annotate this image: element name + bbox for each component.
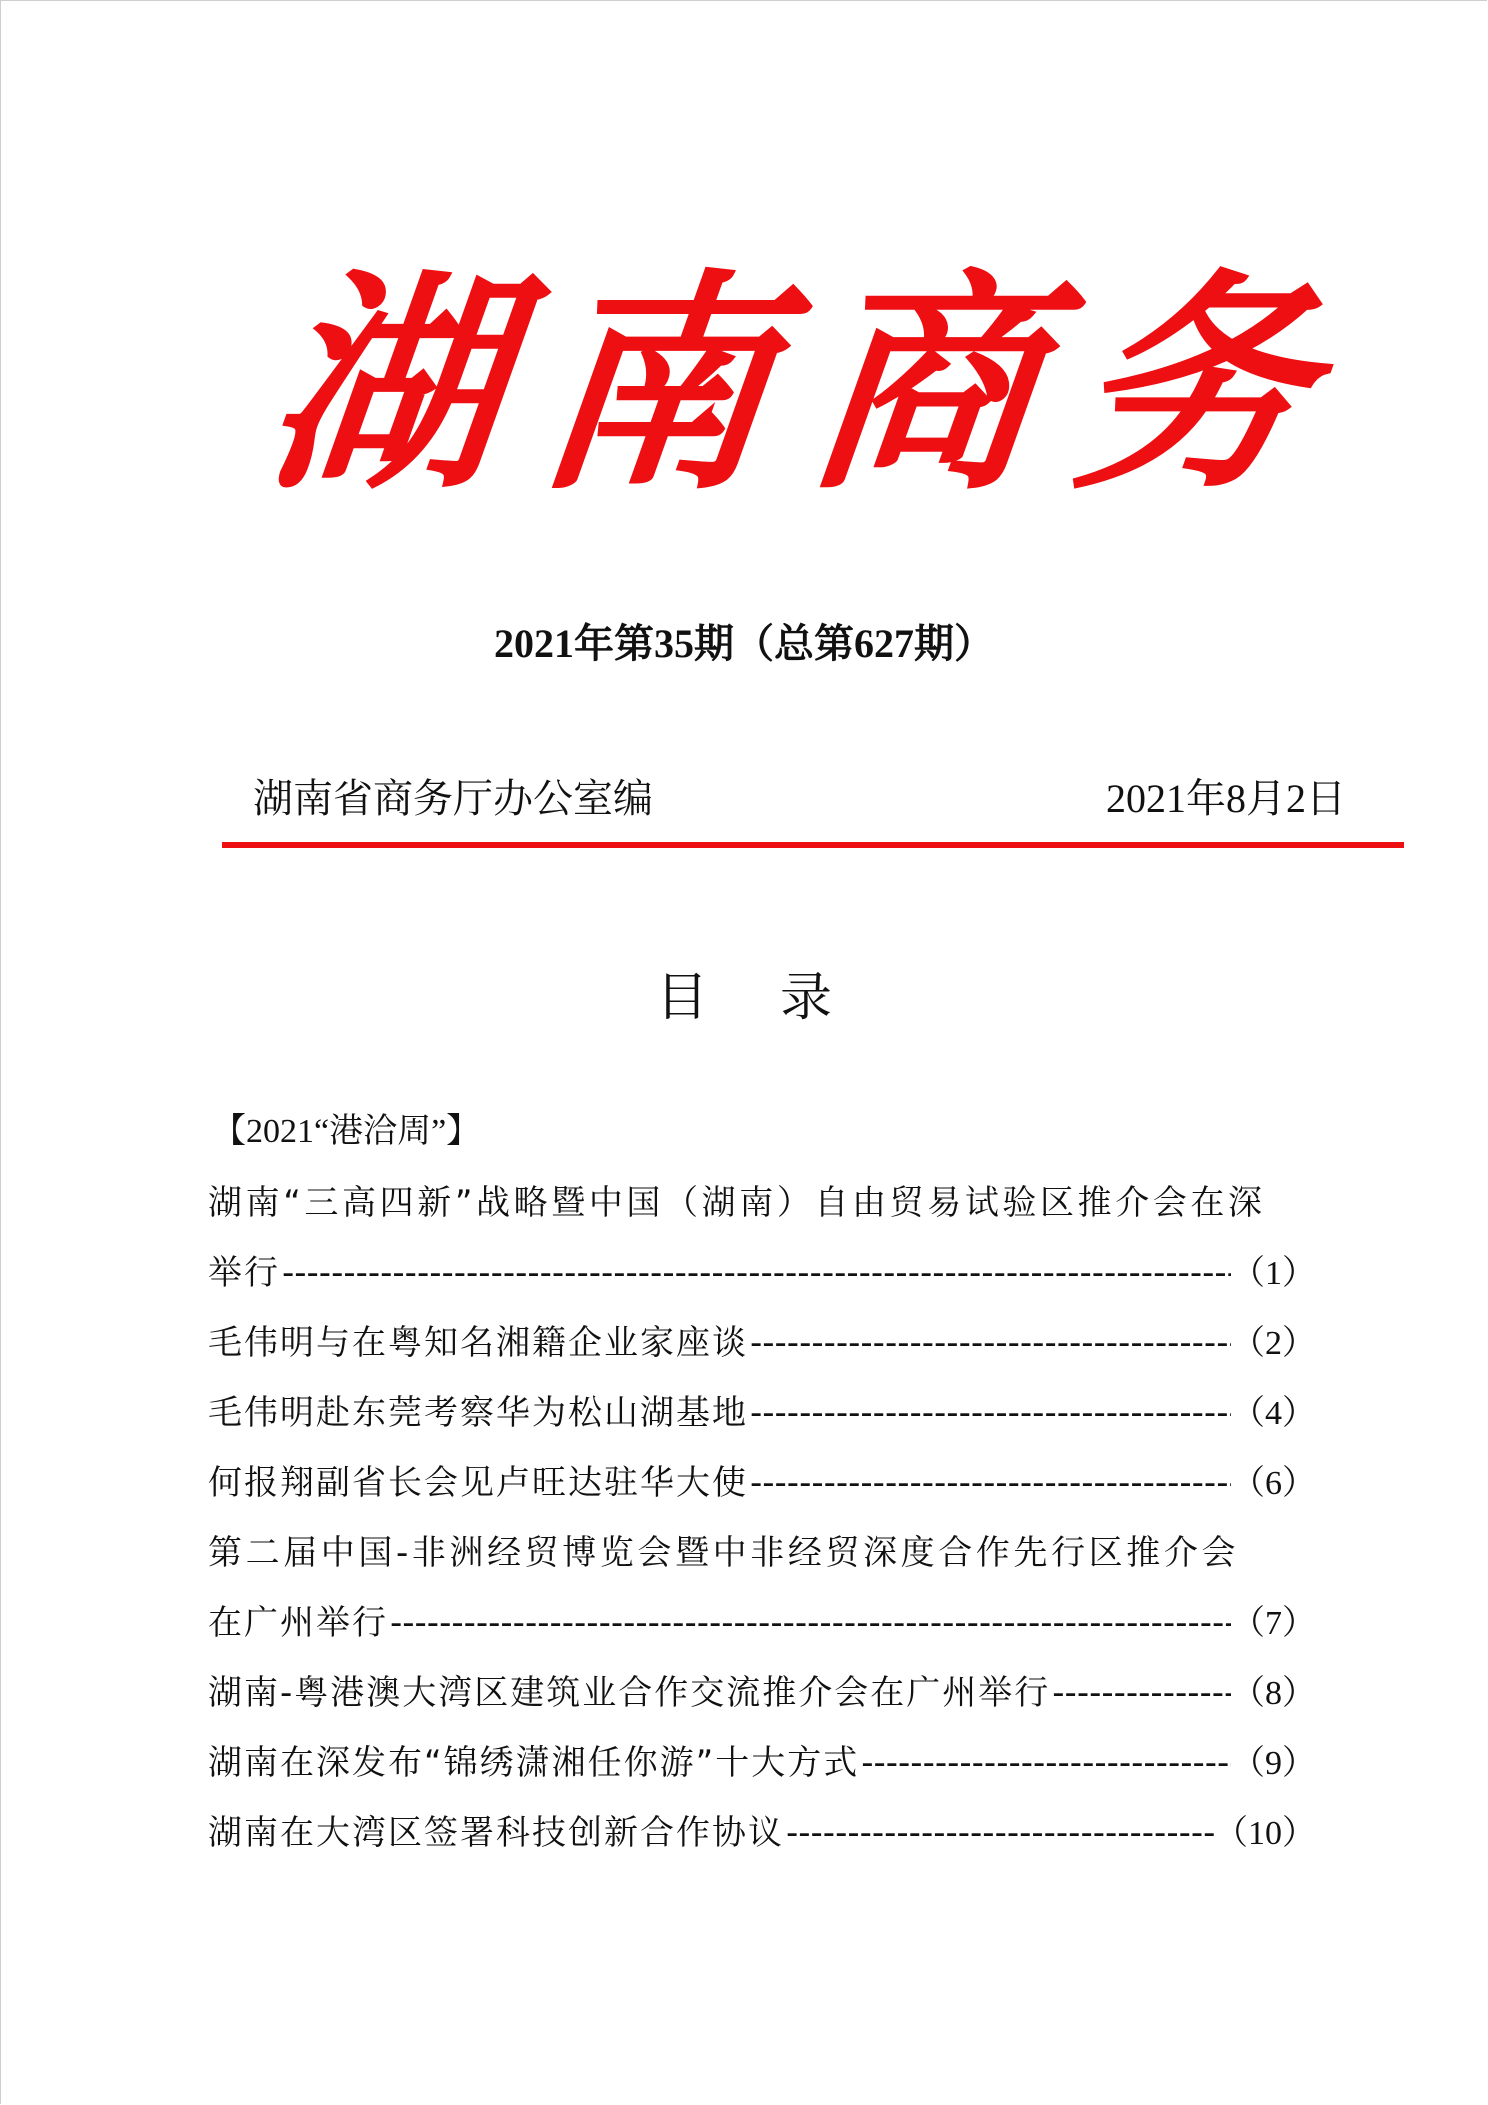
masthead-title	[256, 250, 1324, 520]
toc-entry-title: 何报翔副省长会见卢旺达驻华大使	[208, 1463, 748, 1503]
toc-entry-page: （10）	[1214, 1815, 1316, 1852]
toc-entry[interactable]	[208, 1658, 1316, 1728]
publish-date: 2021年8月2日	[1106, 776, 1346, 821]
masthead-char: 商	[794, 248, 1056, 521]
toc-entry-page: （9）	[1231, 1745, 1316, 1782]
issue-number: 2021年第35期（总第627期）	[494, 621, 994, 666]
masthead-char: 湖	[255, 248, 517, 521]
toc-entry[interactable]	[208, 1308, 1316, 1378]
masthead-char: 南	[525, 248, 786, 521]
toc-entry-title: 湖南在深发布“锦绣潇湘任你游”十大方式	[208, 1743, 860, 1783]
dot-leader	[786, 1798, 1214, 1868]
toc-entry-page: （4）	[1231, 1395, 1316, 1432]
toc-entry[interactable]	[208, 1728, 1316, 1798]
toc-entry-page: （8）	[1231, 1675, 1316, 1712]
masthead-char: 务	[1063, 248, 1325, 521]
toc-entry-title: 第二届中国-非洲经贸博览会暨中非经贸深度合作先行区推介会	[208, 1533, 1240, 1573]
dot-leader	[390, 1588, 1231, 1658]
dot-leader	[750, 1378, 1231, 1448]
toc-entry-title: 举行	[208, 1253, 280, 1293]
toc-entry-title: 毛伟明与在粤知名湘籍企业家座谈	[208, 1323, 748, 1363]
dot-leader	[750, 1308, 1231, 1378]
toc-entry[interactable]	[208, 1798, 1316, 1868]
toc-entry[interactable]	[208, 1378, 1316, 1448]
toc-entry-page: （2）	[1231, 1325, 1316, 1362]
toc-entry-page: （7）	[1231, 1605, 1316, 1642]
toc-list	[208, 1168, 1316, 1868]
dot-leader	[1052, 1658, 1231, 1728]
dot-leader	[861, 1728, 1231, 1798]
dot-leader	[750, 1448, 1231, 1518]
toc-entry[interactable]	[208, 1168, 1316, 1308]
toc-entry-title: 湖南-粤港澳大湾区建筑业合作交流推介会在广州举行	[208, 1673, 1051, 1713]
editor-line: 湖南省商务厅办公室编	[253, 776, 653, 822]
toc-heading-char: 目	[655, 968, 708, 1028]
toc-entry-title: 毛伟明赴东莞考察华为松山湖基地	[208, 1393, 748, 1433]
toc-heading	[0, 955, 1488, 1030]
toc-heading-char: 录	[780, 968, 833, 1028]
toc-entry[interactable]	[208, 1448, 1316, 1518]
toc-section-heading: 【2021“港洽周”】	[212, 1113, 481, 1150]
toc-entry-title: 湖南在大湾区签署科技创新合作协议	[208, 1813, 784, 1853]
toc-entry[interactable]	[208, 1518, 1316, 1658]
toc-entry-title: 在广州举行	[208, 1603, 388, 1643]
toc-entry-page: （6）	[1231, 1465, 1316, 1502]
red-divider	[222, 842, 1404, 848]
toc-entry-page: （1）	[1231, 1255, 1316, 1292]
dot-leader	[282, 1238, 1231, 1308]
toc-entry-title: 湖南“三高四新”战略暨中国（湖南）自由贸易试验区推介会在深	[208, 1183, 1266, 1223]
